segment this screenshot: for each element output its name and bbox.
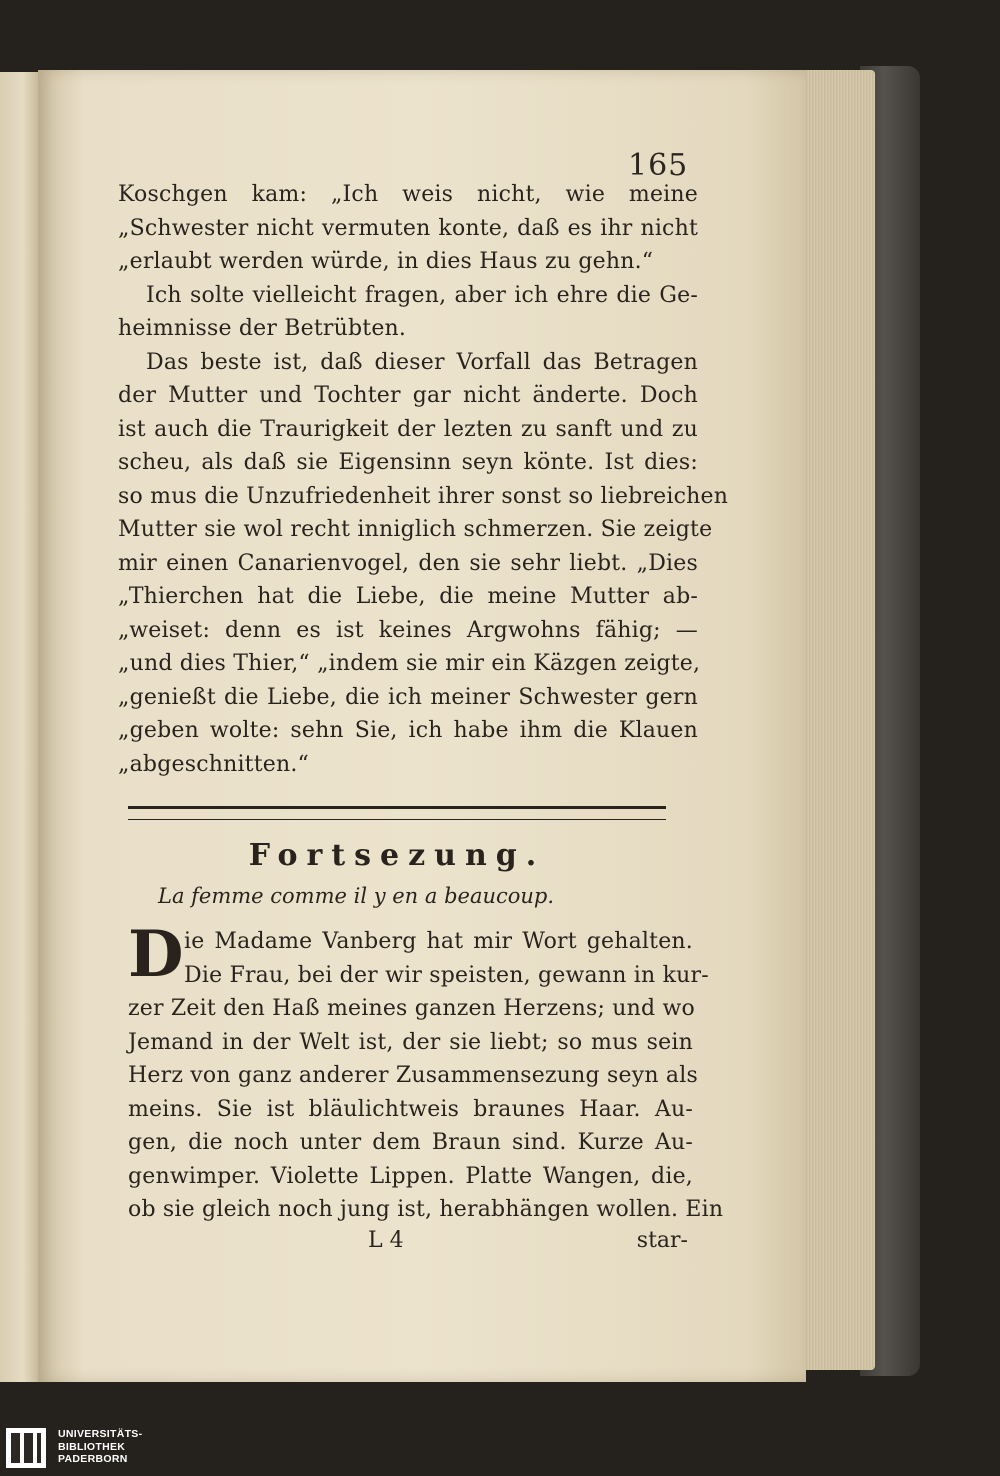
text-line: „abgeschnitten.“ <box>118 751 309 777</box>
section-divider <box>128 806 666 820</box>
section-title: Fortsezung. <box>248 838 546 873</box>
page-number: 165 <box>628 148 689 183</box>
logo-line: UNIVERSITÄTS- <box>58 1428 143 1440</box>
text-line: „erlaubt werden würde, in dies Haus zu gehn.“ <box>118 249 654 274</box>
logo-line: PADERBORN <box>58 1453 128 1465</box>
page-footer <box>128 1228 688 1262</box>
text-line: Jemand in der Welt ist, der sie liebt; so mus sein <box>128 1029 693 1055</box>
text-line: ist auch die Traurigkeit der lezten zu sanft und zu <box>118 416 698 442</box>
text-line: ie Madame Vanberg hat mir Wort gehalten. <box>184 929 693 954</box>
text-line: „Thierchen hat die Liebe, die meine Mutter ab- <box>118 584 698 609</box>
text-line: so mus die Unzufriedenheit ihrer sonst so liebreichen <box>118 483 729 509</box>
text-line: scheu, als daß sie Eigensinn seyn könte. Ist dies: <box>118 450 698 475</box>
logo-line: BIBLIOTHEK <box>58 1440 126 1453</box>
paragraph-block-1 <box>118 178 729 781</box>
paragraph-block-2 <box>128 925 724 1227</box>
text-line: heimnisse der Betrübten. <box>118 316 407 341</box>
library-logo-icon <box>6 1428 46 1468</box>
text-line: „und dies Thier,“ „indem sie mir ein Käzgen zeigte, <box>118 651 701 676</box>
library-logo-text <box>58 1428 142 1466</box>
text-line: „genießt die Liebe, die ich meiner Schwester gern <box>118 684 698 710</box>
text-line: Herz von ganz anderer Zusammensezung seyn als <box>128 1063 698 1088</box>
drop-cap: D <box>128 917 184 992</box>
text-line: der Mutter und Tochter gar nicht änderte. Doch <box>118 383 698 408</box>
page-edges <box>795 70 875 1370</box>
section-subtitle: La femme comme il y en a beaucoup. <box>158 884 555 908</box>
library-logo <box>6 1428 146 1472</box>
text-line: meins. Sie ist bläulichtweis braunes Haar. Au- <box>128 1096 693 1122</box>
text-line: Koschgen kam: „Ich weis nicht, wie meine <box>118 182 698 207</box>
text-line: Die Frau, bei der wir speisten, gewann in kur- <box>184 962 709 988</box>
text-line: „weiset: denn es ist keines Argwohns fähig; — <box>118 617 698 643</box>
text-line: Ich solte vielleicht fragen, aber ich ehre die Ge- <box>146 282 698 308</box>
facing-page <box>0 72 38 1382</box>
text-line: „geben wolte: sehn Sie, ich habe ihm die Klauen <box>118 718 698 743</box>
text-line: Das beste ist, daß dieser Vorfall das Betragen <box>146 349 698 375</box>
text-line: ob sie gleich noch jung ist, herabhängen wollen. Ein <box>128 1197 724 1222</box>
text-line: gen, die noch unter dem Braun sind. Kurze Au- <box>128 1130 693 1155</box>
text-line: mir einen Canarienvogel, den sie sehr liebt. „Dies <box>118 550 698 576</box>
text-line: Mutter sie wol recht inniglich schmerzen. Sie zeigte <box>118 517 713 542</box>
catchword: star- <box>636 1228 688 1253</box>
signature-mark: L 4 <box>368 1228 404 1253</box>
text-line: zer Zeit den Haß meines ganzen Herzens; und wo <box>128 996 695 1021</box>
text-line: genwimper. Violette Lippen. Platte Wangen, die, <box>128 1163 693 1189</box>
text-line: „Schwester nicht vermuten konte, daß es ihr nicht <box>118 215 698 241</box>
